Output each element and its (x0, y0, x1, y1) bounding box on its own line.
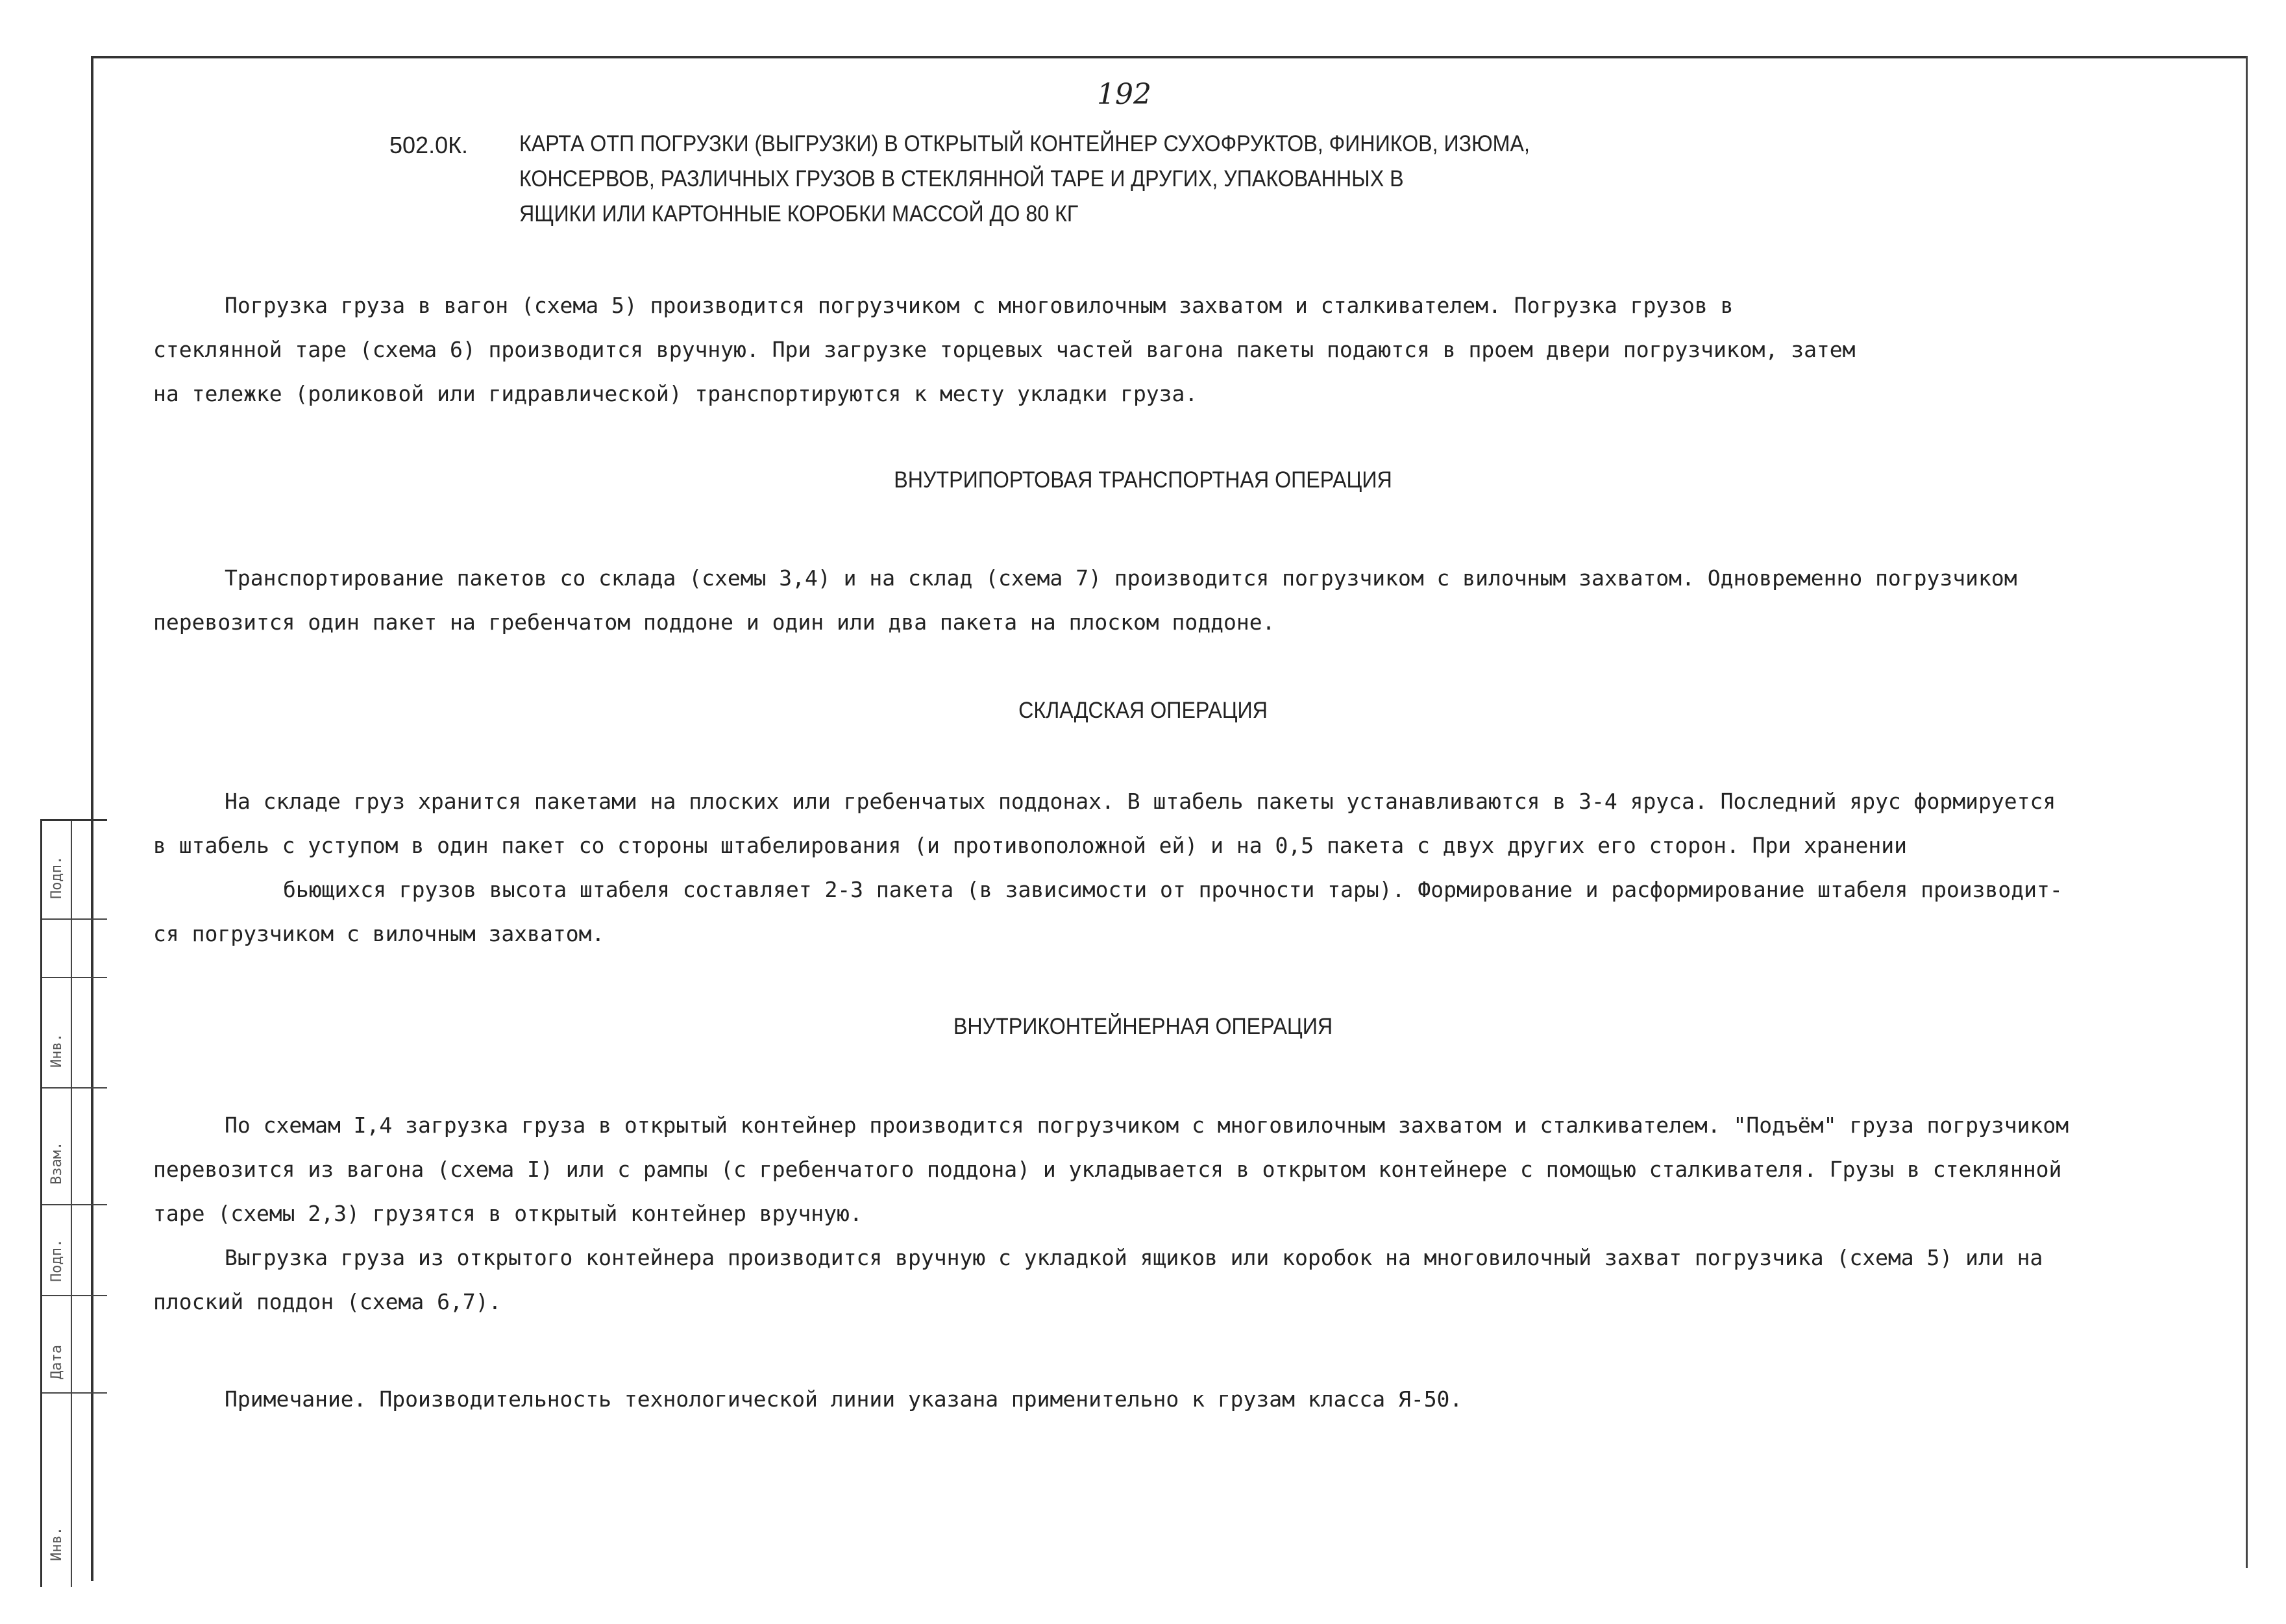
text-line: ся погрузчиком с вилочным захватом. (153, 921, 605, 946)
card-title (519, 127, 1624, 232)
card-title-line: КАРТА ОТП ПОГРУЗКИ (ВЫГРУЗКИ) В ОТКРЫТЫЙ КОНТЕЙНЕР СУХОФРУКТОВ, ФИНИКОВ, ИЗЮМА, (519, 131, 1530, 156)
stamp-mark: Дата (49, 1345, 65, 1379)
text-line: в штабель с уступом в один пакет со стороны штабелирования (и противоположной ей) и на 0,5 пакета с двух других его сторон. При хранении (153, 833, 1908, 858)
text-line: плоский поддон (схема 6,7). (153, 1289, 502, 1314)
text-line: Транспортирование пакетов со склада (схемы 3,4) и на склад (схема 7) производится погрузчиком с вилочным захватом. Одновременно погрузчиком (225, 565, 2017, 591)
note-text: Примечание. Производительность технологической линии указана применительно к грузам класса Я-50. (225, 1386, 1463, 1412)
margin-stamp (40, 819, 107, 1587)
section-heading-transport: ВНУТРИПОРТОВАЯ ТРАНСПОРТНАЯ ОПЕРАЦИЯ (894, 467, 1392, 493)
text-line: перевозится один пакет на гребенчатом поддоне и один или два пакета на плоском поддоне. (153, 609, 1275, 635)
text-line: Выгрузка груза из открытого контейнера производится вручную с укладкой ящиков или коробок на многовилочный захват погрузчика (схема 5) или на (225, 1245, 2043, 1270)
text-line: Погрузка груза в вагон (схема 5) производится погрузчиком с многовилочным захватом и сталкивателем. Погрузка грузов в (225, 293, 1734, 318)
frame-top-line (91, 56, 2246, 58)
text-line: перевозится из вагона (схема I) или с рампы (с гребенчатого поддона) и укладывается в открытом контейнере с помощью сталкивателя. Грузы в стеклянной (153, 1157, 2062, 1182)
intro-paragraph (153, 284, 2237, 416)
stamp-mark: Взам. (49, 1141, 65, 1185)
stamp-mark: Инв. (49, 1527, 65, 1561)
transport-paragraph (153, 556, 2237, 645)
section-heading-warehouse: СКЛАДСКАЯ ОПЕРАЦИЯ (1018, 698, 1268, 723)
text-line: По схемам I,4 загрузка груза в открытый контейнер производится погрузчиком с многовилочным захватом и сталкивателем. "Подъём" груза погрузчиком (225, 1113, 2069, 1138)
frame-right-line (2246, 56, 2248, 1568)
warehouse-paragraph (153, 780, 2237, 956)
note-paragraph (153, 1377, 2237, 1421)
text-line: стеклянной таре (схема 6) производится вручную. При загрузке торцевых частей вагона пакеты подаются в проем двери погрузчиком, затем (153, 337, 1856, 362)
section-heading-container: ВНУТРИКОНТЕЙНЕРНАЯ ОПЕРАЦИЯ (953, 1014, 1333, 1039)
stamp-cell (42, 977, 107, 1089)
container-paragraph (153, 1103, 2237, 1324)
card-title-line: КОНСЕРВОВ, РАЗЛИЧНЫХ ГРУЗОВ В СТЕКЛЯННОЙ ТАРЕ И ДРУГИХ, УПАКОВАННЫХ В (519, 166, 1404, 191)
stamp-cell (42, 918, 107, 978)
card-code: 502.0К. (389, 132, 469, 158)
text-line: на тележке (роликовой или гидравлической) транспортируются к месту укладки груза. (153, 381, 1198, 406)
stamp-mark: Инв. (49, 1033, 65, 1068)
text-line: бьющихся грузов высота штабеля составляет 2-3 пакета (в зависимости от прочности тары). Формирование и расформирование штабеля производит- (283, 877, 2063, 902)
page-number: 192 (1097, 78, 1151, 111)
card-title-line: ЯЩИКИ ИЛИ КАРТОННЫЕ КОРОБКИ МАССОЙ ДО 80 КГ (519, 201, 1079, 227)
text-line: таре (схемы 2,3) грузятся в открытый контейнер вручную. (153, 1201, 863, 1226)
stamp-mark: Подп. (49, 1238, 65, 1282)
stamp-mark: Подп. (49, 855, 65, 899)
text-line: На складе груз хранится пакетами на плоских или гребенчатых поддонах. В штабель пакеты устанавливаются в 3-4 яруса. Последний ярус формируется (225, 789, 2056, 814)
